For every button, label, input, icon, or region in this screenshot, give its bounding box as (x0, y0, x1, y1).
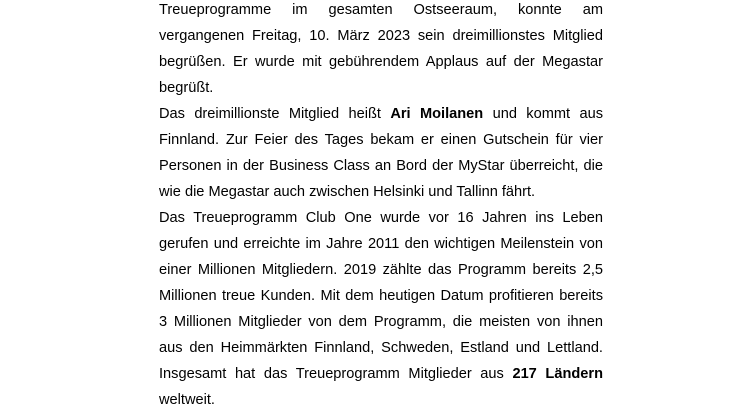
text-line: Finnland. Zur Feier des Tages bekam er einen Gutschein für vier (159, 132, 603, 148)
text-line: vergangenen Freitag, 10. März 2023 sein dreimillionstes Mitglied (159, 28, 603, 44)
text-segment: und kommt aus (492, 106, 603, 122)
text-line: Treueprogramme im gesamten Ostseeraum, konnte am (159, 2, 603, 18)
text-line: wie die Megastar auch zwischen Helsinki und Tallinn fährt. (159, 184, 536, 200)
text-line: Das Treueprogramm Club One wurde vor 16 Jahren ins Leben (159, 210, 603, 226)
press-release-body (159, 0, 603, 413)
text-segment: Das dreimillionste Mitglied heißt (159, 106, 381, 122)
text-line (159, 101, 603, 127)
paragraph-club-one-history (159, 205, 603, 413)
paragraph-loyalty-milestone (159, 0, 603, 101)
text-line: Personen in der Business Class an Bord der MyStar überreicht, die (159, 158, 603, 174)
text-line: aus den Heimmärkten Finnland, Schweden, Estland und Lettland. (159, 340, 603, 356)
text-line: einer Millionen Mitgliedern. 2019 zählte das Programm bereits 2,5 (159, 262, 603, 278)
text-line (159, 361, 603, 387)
text-segment: Insgesamt hat das Treueprogramm Mitglieder aus (159, 366, 504, 382)
member-name: Ari Moilanen (390, 106, 484, 122)
countries-count: 217 Ländern (512, 366, 603, 382)
text-line: weltweit. (159, 392, 215, 408)
text-line: Millionen treue Kunden. Mit dem heutigen Datum profitieren bereits (159, 288, 603, 304)
text-line: begrüßt. (159, 80, 214, 96)
text-line: 3 Millionen Mitglieder von dem Programm, die meisten von ihnen (159, 314, 603, 330)
text-line: gerufen und erreichte im Jahre 2011 den wichtigen Meilenstein von (159, 236, 603, 252)
paragraph-member-name (159, 101, 603, 205)
text-line: begrüßen. Er wurde mit gebührendem Applaus auf der Megastar (159, 54, 603, 70)
